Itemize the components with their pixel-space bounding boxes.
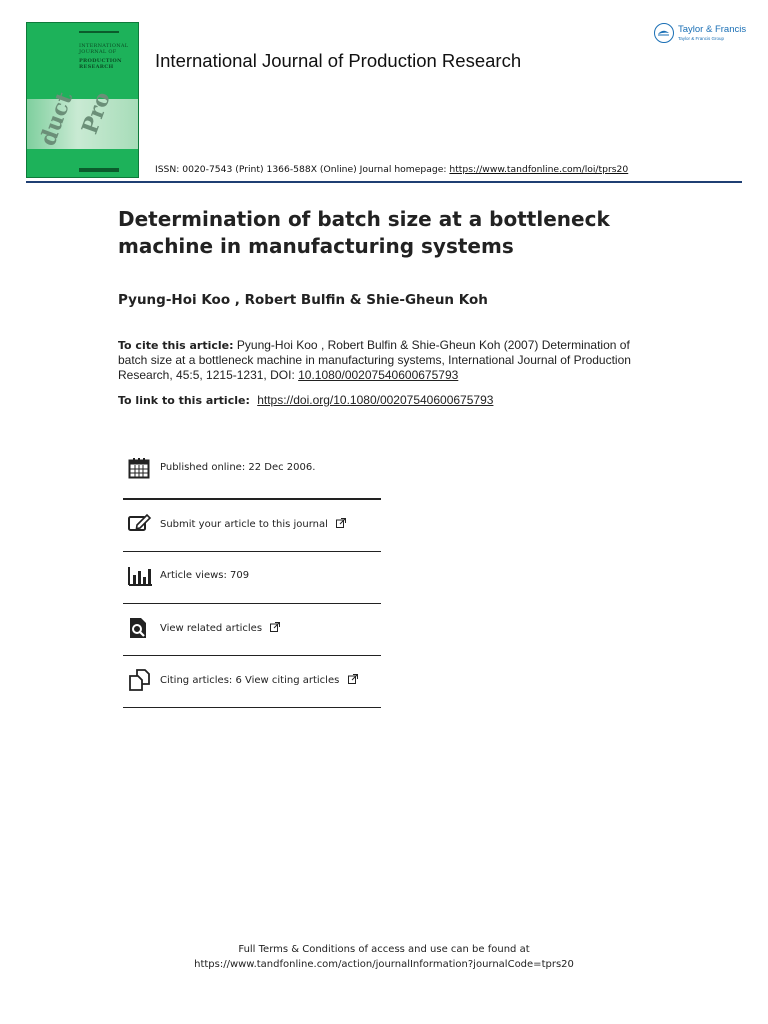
cover-logo [79,168,119,172]
journal-cover-image [26,22,139,178]
journal-homepage-link[interactable]: https://www.tandfonline.com/loi/tprs20 [449,164,629,175]
citing-articles-link[interactable]: Citing articles: 6 View citing articles [160,675,340,686]
cover-word: Pro [76,88,116,138]
external-link-icon [348,674,358,687]
edit-icon [128,513,152,535]
external-link-icon [270,622,280,635]
cite-text: Pyung-Hoi Koo , Robert Bulfin & Shie-Gheun Koh (2007) Determination of batch size at a bottleneck machine in manufacturing systems, International Journal of Production Research, 45:5, 1215-1231, DOI: [118,338,631,382]
publisher-logo[interactable] [654,22,746,48]
related-articles-link[interactable]: View related articles [160,623,263,634]
cover-title-line: INTERNATIONAL [79,43,129,49]
cover-title-line: RESEARCH [79,64,114,70]
cite-label: To cite this article: [118,339,234,352]
bar-chart-icon [128,565,152,587]
article-views-text: Article views: 709 [160,570,250,581]
published-row [123,448,381,500]
submit-article-row[interactable] [123,500,381,552]
external-link-icon [336,518,346,531]
cover-title-line: JOURNAL OF [79,49,117,55]
citing-articles-row[interactable] [123,656,381,708]
cover-band [27,88,139,150]
cite-doi-link[interactable]: 10.1080/00207540600675793 [298,368,459,382]
related-articles-row[interactable] [123,604,381,656]
citing-documents-icon [128,669,152,691]
header-divider [26,181,742,183]
article-authors: Pyung-Hoi Koo , Robert Bulfin & Shie-Gheun Koh [118,292,488,308]
terms-footer [0,942,768,972]
cover-rule [79,31,119,33]
publisher-logo-icon [654,23,674,43]
published-date-text: Published online: 22 Dec 2006. [160,462,316,473]
publisher-subname: Taylor & Francis Group [678,36,725,41]
publisher-name: Taylor & Francis [678,24,747,35]
article-link-line [118,393,493,407]
link-label: To link to this article: [118,394,250,407]
article-info-list [123,448,381,708]
calendar-icon [128,457,152,479]
issn-line [155,164,628,175]
cover-word: duct [34,88,79,150]
article-title: Determination of batch size at a bottleneck machine in manufacturing systems [118,207,610,258]
journal-title: International Journal of Production Research [155,50,522,71]
terms-link[interactable]: https://www.tandfonline.com/action/journalInformation?journalCode=tprs20 [194,959,574,970]
submit-article-link[interactable]: Submit your article to this journal [160,519,328,530]
citation-block [118,338,658,383]
cover-title-line: PRODUCTION [79,58,122,64]
article-doi-link[interactable]: https://doi.org/10.1080/00207540600675793 [257,393,494,407]
issn-text: ISSN: 0020-7543 (Print) 1366-588X (Online) Journal homepage: [155,164,447,175]
terms-text: Full Terms & Conditions of access and use can be found at [238,944,530,955]
article-views-row [123,552,381,604]
search-document-icon [128,617,152,639]
